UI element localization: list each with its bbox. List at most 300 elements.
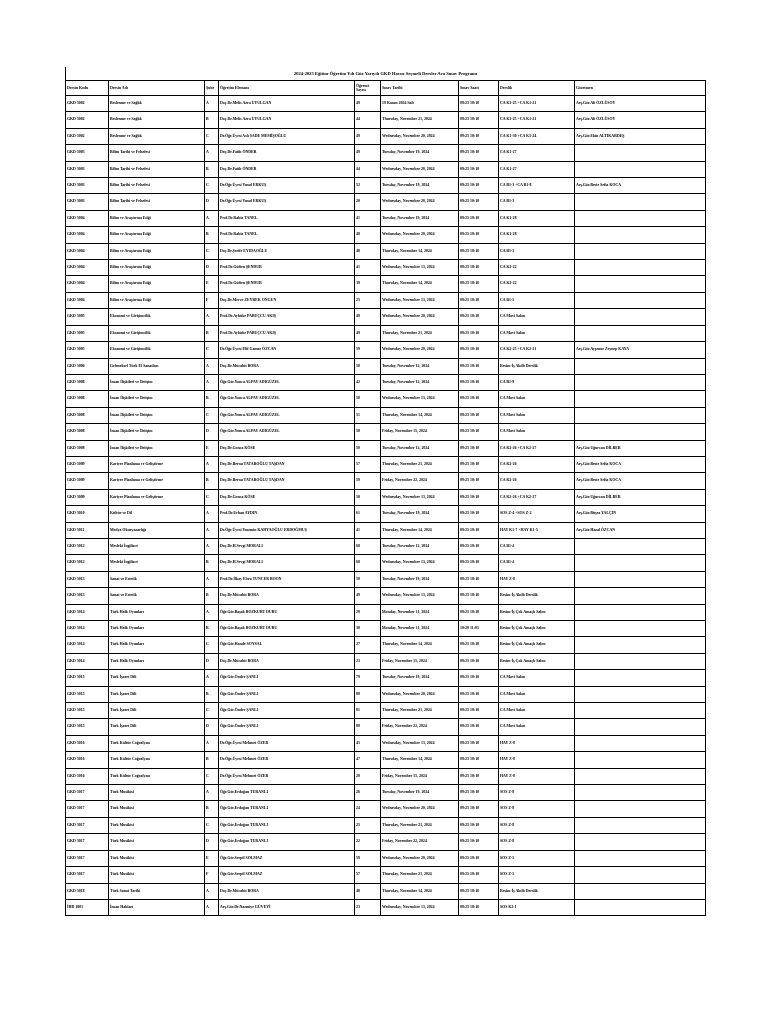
table-row	[66, 407, 706, 423]
student-count-cell: 49	[355, 96, 381, 112]
course-name-cell: Mesleki İngilizce	[109, 555, 205, 571]
course-name-cell: Bilim Tarihi ve Felsefesi	[109, 178, 205, 194]
exam-date-cell: Thursday, November 21, 2024	[381, 703, 459, 719]
exam-time-cell: 09:25 10:10	[459, 292, 499, 308]
exam-date-cell: Wednesday, November 13, 2024	[381, 391, 459, 407]
classroom-cell: Resim-İş Çok Amaçlı Salon	[499, 637, 575, 653]
exam-date-cell: Wednesday, November 20, 2024	[381, 194, 459, 210]
table-row	[66, 489, 706, 505]
course-name-cell: Türk Musikisi	[109, 817, 205, 833]
course-name-cell: Türk Halk Oyunları	[109, 621, 205, 637]
course-name-cell: Bilim Tarihi ve Felsefesi	[109, 161, 205, 177]
proctor-cell	[575, 653, 706, 669]
course-code-cell: GKD 5014	[66, 637, 109, 653]
section-cell: A	[205, 883, 219, 899]
proctor-cell	[575, 588, 706, 604]
exam-time-cell: 09:25 10:10	[459, 785, 499, 801]
section-cell: A	[205, 358, 219, 374]
section-cell: A	[205, 522, 219, 538]
course-code-cell: GKD 5009	[66, 456, 109, 472]
table-row	[66, 96, 706, 112]
course-name-cell: İnsan Hakları	[109, 899, 205, 915]
table-row	[66, 194, 706, 210]
course-code-cell: GKD 5015	[66, 670, 109, 686]
proctor-cell: Arş.Gör.Beste Sefia KOCA	[575, 456, 706, 472]
course-code-cell: GKD 5003	[66, 194, 109, 210]
exam-time-cell: 09:25 10:10	[459, 735, 499, 751]
exam-schedule-table	[65, 80, 706, 916]
exam-date-cell: Thursday, November 14, 2024	[381, 276, 459, 292]
course-name-cell: Türk Musikisi	[109, 785, 205, 801]
course-code-cell: GKD 5014	[66, 653, 109, 669]
student-count-cell: 42	[355, 374, 381, 390]
exam-date-cell: Tuesday, November 19, 2024	[381, 506, 459, 522]
course-name-cell: Sanat ve Estetik	[109, 588, 205, 604]
course-name-cell: Geleneksel Türk El Sanatları	[109, 358, 205, 374]
course-code-cell: GKD 5017	[66, 817, 109, 833]
course-code-cell: GKD 5017	[66, 785, 109, 801]
classroom-cell: CA B1-3 +CA B1-8	[499, 178, 575, 194]
exam-time-cell: 09:25 10:10	[459, 604, 499, 620]
table-row	[66, 178, 706, 194]
table-row	[66, 456, 706, 472]
course-code-cell: GKD 5016	[66, 768, 109, 784]
student-count-cell: 50	[355, 440, 381, 456]
header-classroom: Derslik	[499, 81, 575, 96]
exam-time-cell: 09:25 10:10	[459, 506, 499, 522]
classroom-cell: CA B1-4	[499, 555, 575, 571]
instructor-cell: Öğr.Gör.Erdoğan TURANLI	[219, 834, 355, 850]
exam-date-cell: Tuesday, November 12, 2024	[381, 374, 459, 390]
course-name-cell: Türk Sanat Tarihi	[109, 883, 205, 899]
student-count-cell: 30	[355, 621, 381, 637]
course-code-cell: GKD 5017	[66, 801, 109, 817]
section-cell: B	[205, 391, 219, 407]
instructor-cell: Prof.Dr.Rabia TANEL	[219, 210, 355, 226]
exam-time-cell: 09:25 10:10	[459, 358, 499, 374]
exam-date-cell: Tuesday, November 19, 2024	[381, 210, 459, 226]
course-code-cell: GKD 5012	[66, 538, 109, 554]
header-student-count: Öğrenci Sayısı	[355, 81, 381, 96]
section-cell: A	[205, 374, 219, 390]
section-cell: C	[205, 637, 219, 653]
proctor-cell: Arş.Gör.Büşra YALÇIN	[575, 506, 706, 522]
proctor-cell	[575, 325, 706, 341]
instructor-cell: Dr.Öğr.Üyesi Yusuf ERKUŞ	[219, 178, 355, 194]
classroom-cell: SOS Z-8	[499, 801, 575, 817]
proctor-cell: Arş.Gör.Ekin ALTIKARDEŞ	[575, 128, 706, 144]
student-count-cell: 25	[355, 292, 381, 308]
classroom-cell: Resim-İş Çok Amaçlı Salon	[499, 653, 575, 669]
table-row	[66, 538, 706, 554]
student-count-cell: 47	[355, 752, 381, 768]
classroom-cell: CA K1-25 +CA K1-21	[499, 96, 575, 112]
proctor-cell	[575, 555, 706, 571]
exam-date-cell: Wednesday, November 20, 2024	[381, 342, 459, 358]
exam-date-cell: Tuesday, November 19, 2024	[381, 785, 459, 801]
student-count-cell: 27	[355, 637, 381, 653]
classroom-cell: CA Mavi Salon	[499, 686, 575, 702]
proctor-cell	[575, 571, 706, 587]
proctor-cell	[575, 194, 706, 210]
table-row	[66, 440, 706, 456]
section-cell: C	[205, 342, 219, 358]
section-cell: A	[205, 670, 219, 686]
table-row	[66, 653, 706, 669]
classroom-cell: CA Mavi Salon	[499, 703, 575, 719]
course-code-cell: GKD 5012	[66, 555, 109, 571]
classroom-cell: SOS Z-5	[499, 850, 575, 866]
course-name-cell: Beslenme ve Sağlık	[109, 96, 205, 112]
instructor-cell: Öğr.Gör.Önder ŞANLI	[219, 719, 355, 735]
exam-date-cell: Wednesday, November 20, 2024	[381, 161, 459, 177]
exam-time-cell: 09:25 10:10	[459, 243, 499, 259]
course-name-cell: Türk İşaret Dili	[109, 670, 205, 686]
table-header-row	[66, 81, 706, 96]
course-name-cell: Beslenme ve Sağlık	[109, 112, 205, 128]
instructor-cell: Doç.Dr.Mücahit BORA	[219, 588, 355, 604]
exam-date-cell: Wednesday, November 13, 2024	[381, 735, 459, 751]
classroom-cell: HAY Z-8	[499, 752, 575, 768]
student-count-cell: 22	[355, 834, 381, 850]
proctor-cell: Arş.Gör.Hazal ÖZCAN	[575, 522, 706, 538]
exam-date-cell: Thursday, November 21, 2024	[381, 112, 459, 128]
instructor-cell: Doç.Dr.H.Sevgi MORALI	[219, 555, 355, 571]
course-name-cell: Bilim ve Araştırma Etiği	[109, 292, 205, 308]
exam-time-cell: 09:25 10:10	[459, 719, 499, 735]
section-cell: D	[205, 424, 219, 440]
exam-time-cell: 09:25 10:10	[459, 637, 499, 653]
course-code-cell: GKD 5005	[66, 342, 109, 358]
instructor-cell: Doç.Dr.Fatih ÖNDER	[219, 161, 355, 177]
course-name-cell: Türk Kültür Coğrafyası	[109, 735, 205, 751]
course-name-cell: Kariyer Planlama ve Geliştirme	[109, 456, 205, 472]
exam-date-cell: Thursday, November 21, 2024	[381, 456, 459, 472]
section-cell: C	[205, 407, 219, 423]
instructor-cell: Öğr.Gör.Serpil SOLMAZ	[219, 850, 355, 866]
exam-time-cell: 09:25 10:10	[459, 588, 499, 604]
classroom-cell: CA K2-25 +CA K2-21	[499, 342, 575, 358]
student-count-cell: 41	[355, 210, 381, 226]
section-cell: D	[205, 194, 219, 210]
course-name-cell: Kariyer Planlama ve Geliştirme	[109, 489, 205, 505]
instructor-cell: Dr.Öğr.Üyesi Mehmet ÖZER	[219, 735, 355, 751]
proctor-cell	[575, 309, 706, 325]
exam-date-cell: Tuesday, November 12, 2024	[381, 538, 459, 554]
exam-date-cell: Thursday, November 14, 2024	[381, 522, 459, 538]
exam-time-cell: 09:25 10:10	[459, 210, 499, 226]
instructor-cell: Prof.Dr.Aybüke PABUÇCU AKIŞ	[219, 309, 355, 325]
course-code-cell: GKD 5008	[66, 374, 109, 390]
student-count-cell: 41	[355, 522, 381, 538]
instructor-cell: Öğr.Gör.Serpil SOLMAZ	[219, 867, 355, 883]
classroom-cell: CA Mavi Salon	[499, 670, 575, 686]
exam-time-cell: 09:25 10:10	[459, 686, 499, 702]
proctor-cell	[575, 292, 706, 308]
classroom-cell: SOS Z-8	[499, 817, 575, 833]
section-cell: A	[205, 538, 219, 554]
student-count-cell: 59	[355, 473, 381, 489]
student-count-cell: 44	[355, 161, 381, 177]
instructor-cell: Doç.Dr.Gonca KÖSE	[219, 489, 355, 505]
course-code-cell: GKD 5004	[66, 260, 109, 276]
exam-date-cell: Friday, November 22, 2024	[381, 834, 459, 850]
course-name-cell: Türk İşaret Dili	[109, 703, 205, 719]
exam-time-cell: 09:25 10:10	[459, 883, 499, 899]
proctor-cell: Arş.Gör.Beste Sefia KOCA	[575, 473, 706, 489]
table-row	[66, 391, 706, 407]
section-cell: A	[205, 145, 219, 161]
exam-date-cell: Wednesday, November 13, 2024	[381, 489, 459, 505]
instructor-cell: Dr.Öğr.Üyesi Mehmet ÖZER	[219, 768, 355, 784]
table-row	[66, 834, 706, 850]
course-name-cell: Bilim ve Araştırma Etiği	[109, 276, 205, 292]
section-cell: D	[205, 834, 219, 850]
course-code-cell: İHD 1001	[66, 899, 109, 915]
course-code-cell: GKD 5004	[66, 210, 109, 226]
table-row	[66, 276, 706, 292]
instructor-cell: Doç.Dr.Melis Azra UYULGAN	[219, 96, 355, 112]
instructor-cell: Öğr.Gör.Erdoğan TURANLI	[219, 801, 355, 817]
student-count-cell: 40	[355, 883, 381, 899]
exam-time-cell: 09:25 10:10	[459, 817, 499, 833]
proctor-cell	[575, 719, 706, 735]
classroom-cell: CA K1-27	[499, 145, 575, 161]
course-code-cell: GKD 5008	[66, 407, 109, 423]
classroom-cell: CA K2-22	[499, 260, 575, 276]
classroom-cell: Resim-İş Akıllı Derslik	[499, 358, 575, 374]
exam-date-cell: Wednesday, November 20, 2024	[381, 309, 459, 325]
section-cell: B	[205, 161, 219, 177]
instructor-cell: Prof.Dr.İlkay Ebru TUNCER BOON	[219, 571, 355, 587]
table-row	[66, 670, 706, 686]
table-row	[66, 210, 706, 226]
exam-time-cell: 09:25 10:10	[459, 96, 499, 112]
exam-date-cell: Thursday, November 14, 2024	[381, 407, 459, 423]
proctor-cell	[575, 637, 706, 653]
proctor-cell	[575, 834, 706, 850]
proctor-cell	[575, 145, 706, 161]
student-count-cell: 59	[355, 850, 381, 866]
course-name-cell: Bilim Tarihi ve Felsefesi	[109, 194, 205, 210]
proctor-cell: Arş.Gör.Uğurcan DİLBER	[575, 489, 706, 505]
table-row	[66, 899, 706, 915]
section-cell: F	[205, 867, 219, 883]
classroom-cell: CA K1-28	[499, 227, 575, 243]
header-exam-date: Sınav Tarihi	[381, 81, 459, 96]
course-name-cell: Bilim ve Araştırma Etiği	[109, 243, 205, 259]
classroom-cell: Resim-İş Akıllı Derslik	[499, 883, 575, 899]
classroom-cell: CA K2-26 +CA K2-27	[499, 489, 575, 505]
exam-time-cell: 09:25 10:10	[459, 391, 499, 407]
instructor-cell: Dr.Öğr.Üyesi Aslı SADE MEMİŞOĞLU	[219, 128, 355, 144]
course-code-cell: GKD 5006	[66, 358, 109, 374]
classroom-cell: Resim-İş Akıllı Derslik	[499, 588, 575, 604]
table-row	[66, 424, 706, 440]
proctor-cell	[575, 374, 706, 390]
section-cell: B	[205, 227, 219, 243]
exam-time-cell: 09:25 10:10	[459, 522, 499, 538]
exam-date-cell: Thursday, November 14, 2024	[381, 243, 459, 259]
course-name-cell: Türk İşaret Dili	[109, 719, 205, 735]
header-section: Şube	[205, 81, 219, 96]
section-cell: F	[205, 292, 219, 308]
exam-time-cell: 09:25 10:10	[459, 456, 499, 472]
student-count-cell: 23	[355, 653, 381, 669]
instructor-cell: Dr.Öğr.Üyesi Yusuf ERKUŞ	[219, 194, 355, 210]
section-cell: A	[205, 506, 219, 522]
proctor-cell	[575, 358, 706, 374]
instructor-cell: Dr.Öğr.Üyesi Yasemin KAHYAOĞLU ERDOĞMUŞ	[219, 522, 355, 538]
exam-time-cell: 09:25 10:10	[459, 227, 499, 243]
instructor-cell: Doç.Dr.Mücahit BORA	[219, 883, 355, 899]
course-name-cell: Bilim ve Araştırma Etiği	[109, 260, 205, 276]
table-row	[66, 292, 706, 308]
course-code-cell: GKD 5015	[66, 719, 109, 735]
section-cell: B	[205, 801, 219, 817]
proctor-cell	[575, 899, 706, 915]
section-cell: A	[205, 785, 219, 801]
exam-time-cell: 09:25 10:10	[459, 194, 499, 210]
table-row	[66, 752, 706, 768]
course-name-cell: Bilim ve Araştırma Etiği	[109, 210, 205, 226]
exam-date-cell: 19 Kasım 2024 Salı	[381, 96, 459, 112]
classroom-cell: CA Mavi Salon	[499, 424, 575, 440]
instructor-cell: Öğr.Gör.Başak BOZKURT DURU	[219, 621, 355, 637]
exam-time-cell: 09:25 10:10	[459, 752, 499, 768]
instructor-cell: Öğr.Gör.Erdoğan TURANLI	[219, 785, 355, 801]
course-code-cell: GKD 5017	[66, 867, 109, 883]
instructor-cell: Dr.Öğr.Üyesi Elif Gamze ÖZCAN	[219, 342, 355, 358]
exam-date-cell: Wednesday, November 20, 2024	[381, 128, 459, 144]
course-code-cell: GKD 5002	[66, 128, 109, 144]
student-count-cell: 50	[355, 489, 381, 505]
classroom-cell: CA B1-4	[499, 538, 575, 554]
exam-time-cell: 09:25 10:10	[459, 145, 499, 161]
proctor-cell	[575, 621, 706, 637]
exam-time-cell: 09:25 10:10	[459, 801, 499, 817]
instructor-cell: Arş.Gör.Dr.Nazmiye GÜVEYİ	[219, 899, 355, 915]
section-cell: A	[205, 210, 219, 226]
student-count-cell: 40	[355, 243, 381, 259]
header-exam-time: Sınav Saati	[459, 81, 499, 96]
course-code-cell: GKD 5008	[66, 391, 109, 407]
course-name-cell: İnsan İlişkileri ve İletişim	[109, 440, 205, 456]
course-code-cell: GKD 5017	[66, 850, 109, 866]
course-code-cell: GKD 5004	[66, 292, 109, 308]
student-count-cell: 49	[355, 325, 381, 341]
table-row	[66, 555, 706, 571]
exam-time-cell: 09:25 10:10	[459, 325, 499, 341]
section-cell: B	[205, 473, 219, 489]
course-code-cell: GKD 5010	[66, 506, 109, 522]
table-row	[66, 785, 706, 801]
instructor-cell: Doç.Dr.Merve ZEYREK ONGUN	[219, 292, 355, 308]
course-name-cell: Türk Musikisi	[109, 801, 205, 817]
course-code-cell: GKD 5008	[66, 424, 109, 440]
proctor-cell	[575, 883, 706, 899]
exam-time-cell: 09:25 10:10	[459, 473, 499, 489]
exam-date-cell: Friday, November 15, 2024	[381, 653, 459, 669]
section-cell: C	[205, 489, 219, 505]
exam-time-cell: 09:25 10:10	[459, 834, 499, 850]
course-code-cell: GKD 5013	[66, 571, 109, 587]
classroom-cell: HAY Z-8	[499, 768, 575, 784]
course-code-cell: GKD 5015	[66, 703, 109, 719]
proctor-cell: Arş.Gör.Ayşenur Zeynep KAYA	[575, 342, 706, 358]
exam-date-cell: Wednesday, November 20, 2024	[381, 227, 459, 243]
classroom-cell: CA K2-26	[499, 456, 575, 472]
table-row	[66, 243, 706, 259]
student-count-cell: 50	[355, 391, 381, 407]
table-row	[66, 883, 706, 899]
exam-date-cell: Thursday, November 21, 2024	[381, 867, 459, 883]
course-name-cell: İnsan İlişkileri ve İletişim	[109, 424, 205, 440]
table-row	[66, 161, 706, 177]
exam-time-cell: 09:25 10:10	[459, 112, 499, 128]
course-code-cell: GKD 5009	[66, 489, 109, 505]
exam-time-cell: 10:20 11:05	[459, 621, 499, 637]
classroom-cell: SOS Z-8	[499, 834, 575, 850]
proctor-cell	[575, 735, 706, 751]
section-cell: C	[205, 703, 219, 719]
student-count-cell: 57	[355, 456, 381, 472]
course-name-cell: Türk Kültür Coğrafyası	[109, 752, 205, 768]
student-count-cell: 57	[355, 867, 381, 883]
course-name-cell: Ekonomi ve Girişimcilik	[109, 342, 205, 358]
classroom-cell: CA Mavi Salon	[499, 407, 575, 423]
course-name-cell: Türk İşaret Dili	[109, 686, 205, 702]
exam-time-cell: 09:25 10:10	[459, 440, 499, 456]
proctor-cell	[575, 670, 706, 686]
exam-date-cell: Tuesday, November 12, 2024	[381, 358, 459, 374]
instructor-cell: Öğr.Gör.Yonca ALPAY ADIGÜZEL	[219, 374, 355, 390]
classroom-cell: CA B1-5	[499, 292, 575, 308]
exam-time-cell: 09:25 10:10	[459, 178, 499, 194]
student-count-cell: 45	[355, 735, 381, 751]
course-name-cell: Kariyer Planlama ve Geliştirme	[109, 473, 205, 489]
classroom-cell: HAY Z-8	[499, 735, 575, 751]
exam-date-cell: Wednesday, November 13, 2024	[381, 555, 459, 571]
section-cell: D	[205, 260, 219, 276]
student-count-cell: 49	[355, 145, 381, 161]
section-cell: B	[205, 325, 219, 341]
proctor-cell: Arş.Gör.Ali ÖZLÜSOY	[575, 112, 706, 128]
student-count-cell: 39	[355, 276, 381, 292]
section-cell: A	[205, 456, 219, 472]
proctor-cell	[575, 407, 706, 423]
table-row	[66, 128, 706, 144]
course-code-cell: GKD 5009	[66, 473, 109, 489]
section-cell: A	[205, 604, 219, 620]
table-row	[66, 309, 706, 325]
table-row	[66, 850, 706, 866]
student-count-cell: 80	[355, 686, 381, 702]
proctor-cell	[575, 703, 706, 719]
course-code-cell: GKD 5008	[66, 440, 109, 456]
course-name-cell: İnsan İlişkileri ve İletişim	[109, 391, 205, 407]
table-row	[66, 571, 706, 587]
exam-date-cell: Tuesday, November 19, 2024	[381, 571, 459, 587]
section-cell: D	[205, 719, 219, 735]
exam-date-cell: Tuesday, November 19, 2024	[381, 178, 459, 194]
student-count-cell: 40	[355, 227, 381, 243]
table-row	[66, 325, 706, 341]
student-count-cell: 49	[355, 588, 381, 604]
table-row	[66, 473, 706, 489]
course-code-cell: GKD 5015	[66, 686, 109, 702]
student-count-cell: 59	[355, 342, 381, 358]
